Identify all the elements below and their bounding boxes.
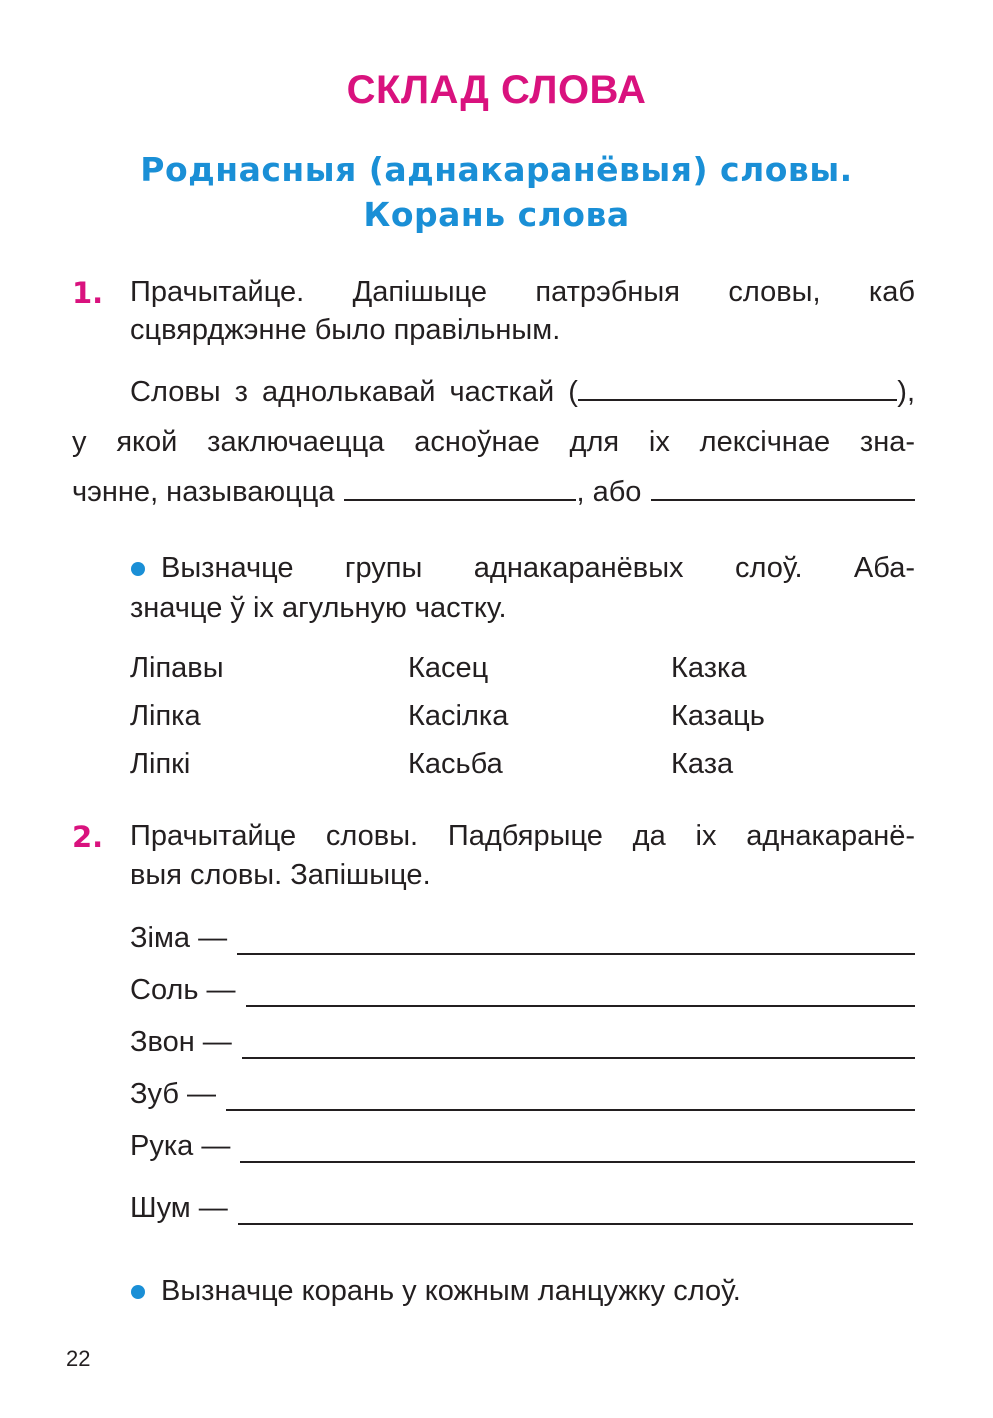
topic-title-line2: Корань слова xyxy=(363,195,630,234)
word-col1-2: Ліпка xyxy=(130,700,201,732)
bullet-icon xyxy=(131,1285,145,1299)
text-line3-start: чэнне, называюцца xyxy=(72,476,335,508)
text-line1-end: ), xyxy=(897,376,915,408)
term-blank-2[interactable] xyxy=(651,477,915,501)
exercise-2-number: 2. xyxy=(72,820,104,854)
topic-title-line1: Роднасныя (аднакаранёвыя) словы. xyxy=(140,150,853,189)
word-col2-2: Касілка xyxy=(408,700,509,732)
exercise-1-text-line1 xyxy=(130,376,915,409)
word-col2-1: Касец xyxy=(408,652,489,684)
bullet-icon xyxy=(131,562,145,576)
term-blank-1[interactable] xyxy=(344,477,576,501)
exercise-1-instruction-line1: Прачытайце. Дапішыце патрэбныя словы, каб xyxy=(130,276,915,308)
answer-label: Шум — xyxy=(130,1192,228,1224)
word-col3-3: Каза xyxy=(671,748,734,780)
word-col1-3: Ліпкі xyxy=(130,748,191,780)
exercise-1-instruction-line2: сцвярджэнне было правільным. xyxy=(130,314,561,346)
answer-line[interactable] xyxy=(237,931,915,955)
root-blank[interactable] xyxy=(578,377,897,401)
answer-label: Соль — xyxy=(130,974,236,1006)
answer-row-sol xyxy=(130,974,915,1007)
exercise-1-task-line2: значце ў іх агульную частку. xyxy=(130,592,507,624)
answer-row-zima xyxy=(130,922,915,955)
word-col2-3: Касьба xyxy=(408,748,503,780)
exercise-1-number: 1. xyxy=(72,276,104,310)
answer-label: Звон — xyxy=(130,1026,232,1058)
text-line3-mid: , або xyxy=(576,476,642,508)
exercise-1-task-line1: Вызначце групы аднакаранёвых слоў. Аба- xyxy=(161,552,915,584)
answer-label: Зуб — xyxy=(130,1078,217,1110)
word-col3-2: Казаць xyxy=(671,700,765,732)
text-line1-start: Словы з аднолькавай часткай ( xyxy=(130,376,578,408)
word-col1-1: Ліпавы xyxy=(130,652,224,684)
answer-label: Зіма — xyxy=(130,922,228,954)
exercise-2-task: Вызначце корань у кожным ланцужку слоў. xyxy=(161,1275,741,1307)
answer-line[interactable] xyxy=(238,1201,913,1225)
answer-row-zub xyxy=(130,1078,915,1111)
exercise-1-text-line3 xyxy=(72,476,915,509)
answer-label: Рука — xyxy=(130,1130,231,1162)
exercise-1-text-line2: у якой заключаецца асноўнае для іх лексічнае зна- xyxy=(72,426,915,458)
page-number: 22 xyxy=(66,1346,91,1371)
answer-row-zvon xyxy=(130,1026,915,1059)
exercise-2-instruction-line1: Прачытайце словы. Падбярыце да іх аднакаранё- xyxy=(130,820,915,852)
word-col3-1: Казка xyxy=(671,652,747,684)
answer-row-shum xyxy=(130,1192,913,1225)
answer-line[interactable] xyxy=(240,1139,915,1163)
section-title: СКЛАД СЛОВА xyxy=(346,68,647,112)
exercise-2-instruction-line2: выя словы. Запішыце. xyxy=(130,859,431,891)
answer-line[interactable] xyxy=(226,1087,915,1111)
answer-line[interactable] xyxy=(246,983,915,1007)
answer-line[interactable] xyxy=(242,1035,915,1059)
answer-row-ruka xyxy=(130,1130,915,1163)
